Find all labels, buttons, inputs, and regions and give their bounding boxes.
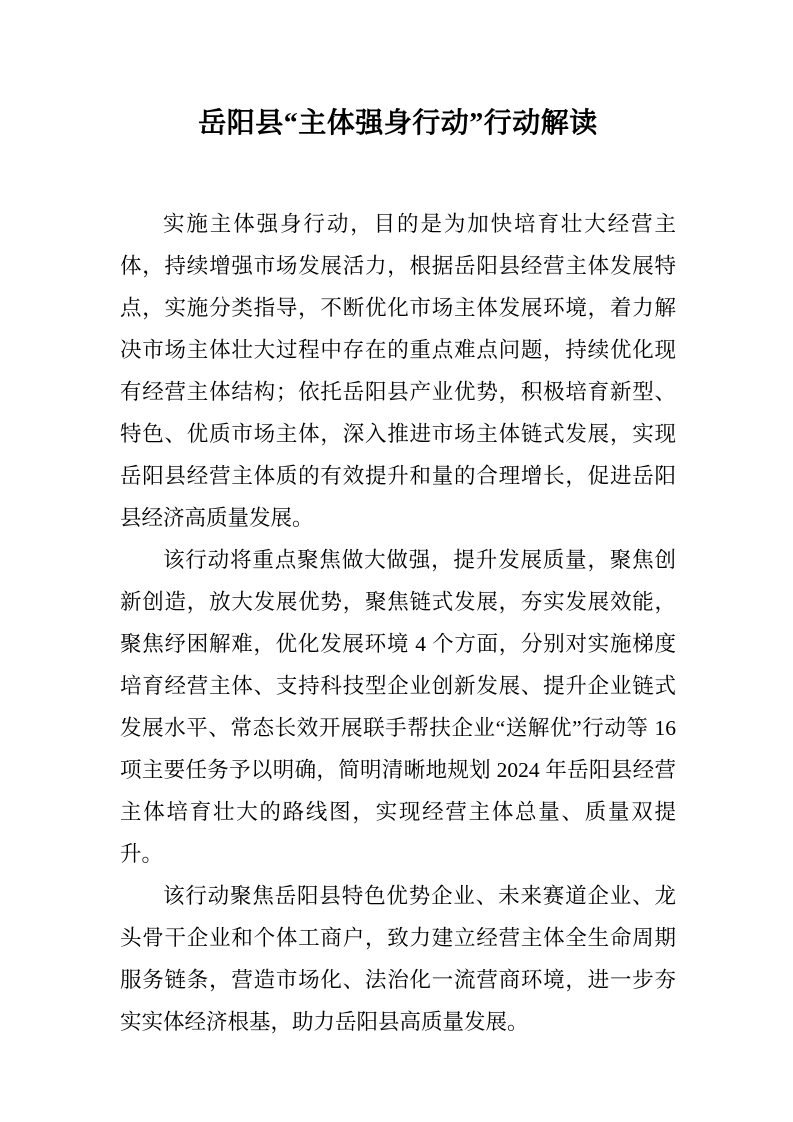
paragraph-2: 该行动将重点聚焦做大做强，提升发展质量，聚焦创新创造，放大发展优势，聚焦链式发展，夯实发展效能，聚焦纾困解难，优化发展环境 4 个方面，分别对实施梯度培育经营主体、支持科技型企业创新发展、提升企业链式发展水平、常态长效开展联手帮扶企业“送解优”行动等 16 项主要任务予以明确，简明清晰地规划 2024 年岳阳县经营主体培育壮大的路线图，实现经营主体总量、质量双提升。	[120, 548, 676, 866]
paragraph-3: 该行动聚焦岳阳县特色优势企业、未来赛道企业、龙头骨干企业和个体工商户，致力建立经营主体全生命周期服务链条，营造市场化、法治化一流营商环境，进一步夯实实体经济根基，助力岳阳县高质量发展。	[120, 884, 676, 1034]
document-body	[120, 203, 676, 1043]
paragraph-1: 实施主体强身行动，目的是为加快培育壮大经营主体，持续增强市场发展活力，根据岳阳县经营主体发展特点，实施分类指导，不断优化市场主体发展环境，着力解决市场主体壮大过程中存在的重点难点问题，持续优化现有经营主体结构；依托岳阳县产业优势，积极培育新型、特色、优质市场主体，深入推进市场主体链式发展，实现岳阳县经营主体质的有效提升和量的合理增长，促进岳阳县经济高质量发展。	[120, 212, 676, 530]
document-title: 岳阳县“主体强身行动”行动解读	[198, 108, 598, 139]
